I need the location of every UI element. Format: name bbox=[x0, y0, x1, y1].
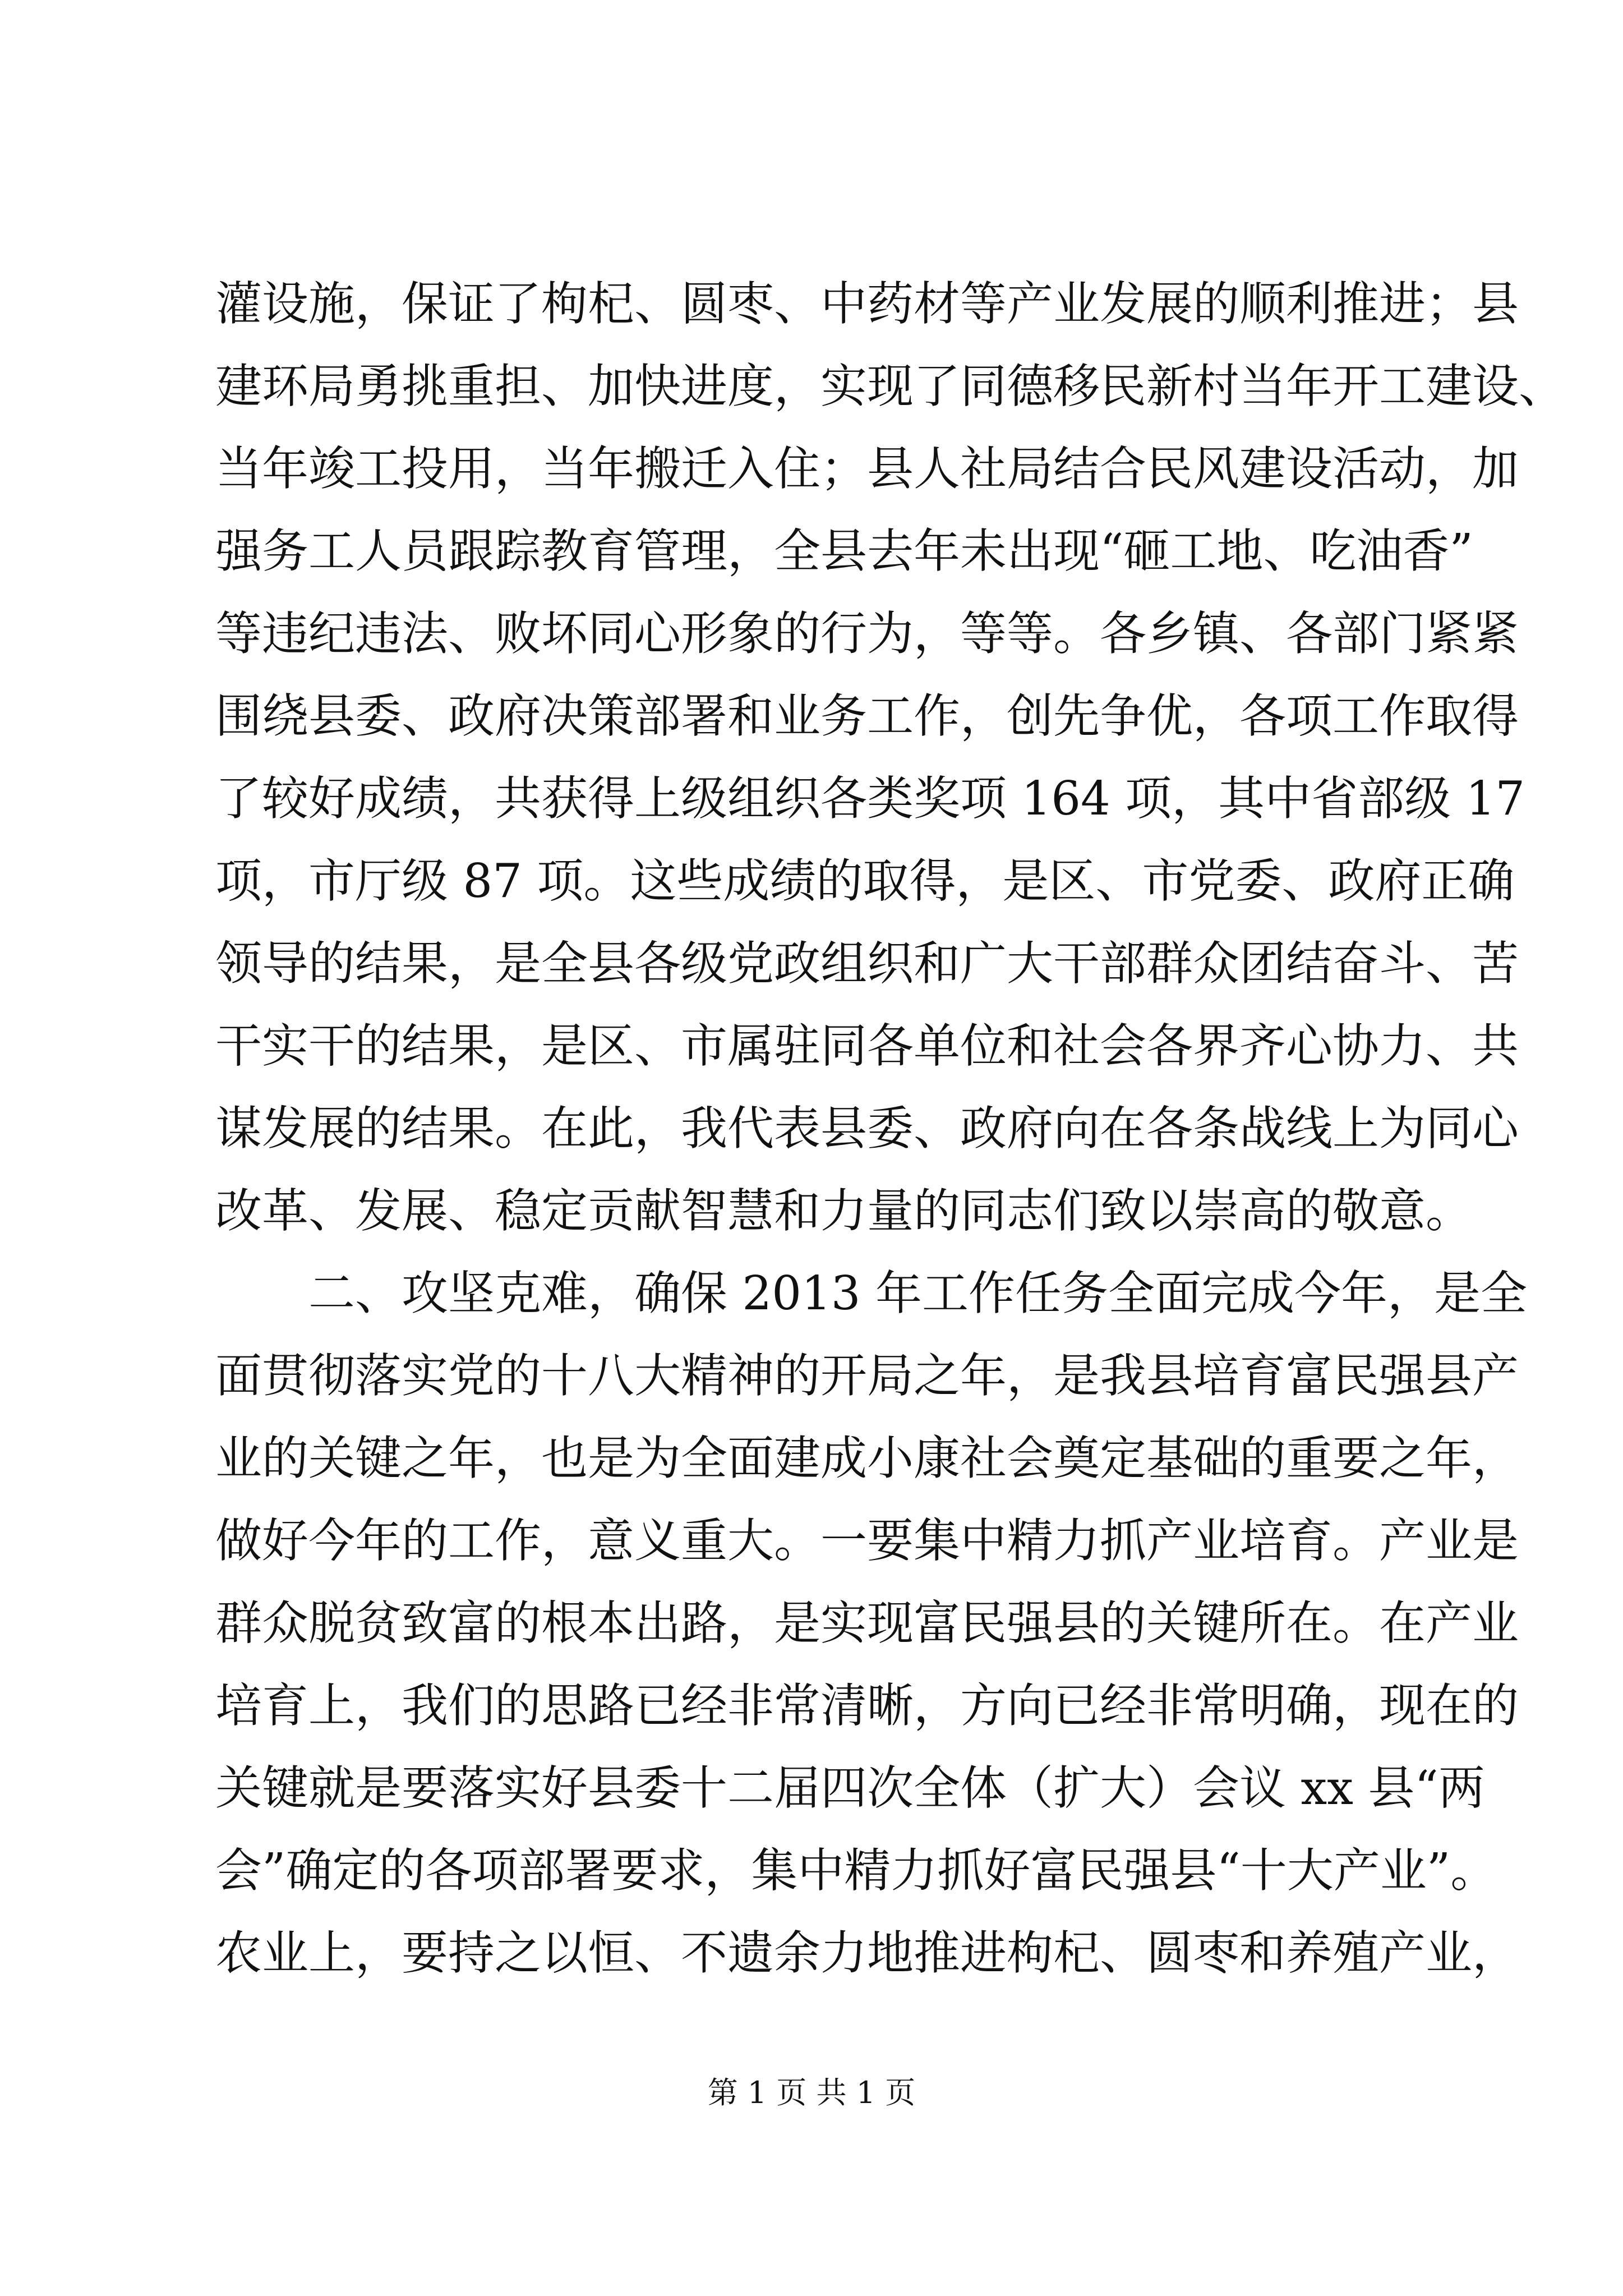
text-line: 强务工人员跟踪教育管理，全县去年未出现“砸工地、吃油香” bbox=[215, 524, 1473, 578]
text-line: 项，市厅级 87 项。这些成绩的取得，是区、市党委、政府正确 bbox=[215, 854, 1515, 908]
text-line: 建环局勇挑重担、加快进度，实现了同德移民新村当年开工建设、 bbox=[215, 359, 1565, 413]
page-number: 第 1 页 共 1 页 bbox=[707, 2075, 916, 2110]
text-line: 群众脱贫致富的根本出路，是实现富民强县的关键所在。在产业 bbox=[215, 1596, 1519, 1650]
text-line: 关键就是要落实好县委十二届四次全体（扩大）会议 xx 县“两 bbox=[215, 1761, 1485, 1815]
text-line: 农业上，要持之以恒、不遗余力地推进枸杞、圆枣和养殖产业， bbox=[215, 1926, 1519, 1980]
text-line: 会”确定的各项部署要求，集中精力抓好富民强县“十大产业”。 bbox=[215, 1843, 1497, 1898]
text-line: 当年竣工投用，当年搬迁入住；县人社局结合民风建设活动，加 bbox=[215, 441, 1519, 496]
text-line: 等违纪违法、败坏同心形象的行为，等等。各乡镇、各部门紧紧 bbox=[215, 606, 1519, 661]
text-line: 干实干的结果，是区、市属驻同各单位和社会各界齐心协力、共 bbox=[215, 1019, 1519, 1073]
body-text bbox=[215, 263, 1565, 1994]
text-line: 改革、发展、稳定贡献智慧和力量的同志们致以崇高的敬意。 bbox=[215, 1184, 1472, 1238]
text-line: 做好今年的工作，意义重大。一要集中精力抓产业培育。产业是 bbox=[215, 1513, 1519, 1568]
text-line: 围绕县委、政府决策部署和业务工作，创先争优，各项工作取得 bbox=[215, 689, 1519, 743]
text-line: 业的关键之年，也是为全面建成小康社会奠定基础的重要之年， bbox=[215, 1431, 1519, 1485]
text-line: 培育上，我们的思路已经非常清晰，方向已经非常明确，现在的 bbox=[215, 1678, 1519, 1733]
text-line: 谋发展的结果。在此，我代表县委、政府向在各条战线上为同心 bbox=[215, 1101, 1519, 1156]
text-line: 二、攻坚克难，确保 2013 年工作任务全面完成今年，是全 bbox=[308, 1266, 1527, 1320]
text-line: 领导的结果，是全县各级党政组织和广大干部群众团结奋斗、苦 bbox=[215, 936, 1519, 991]
text-line: 灌设施，保证了枸杞、圆枣、中药材等产业发展的顺利推进；县 bbox=[215, 277, 1519, 331]
text-line: 面贯彻落实党的十八大精神的开局之年，是我县培育富民强县产 bbox=[215, 1349, 1519, 1403]
text-line: 了较好成绩，共获得上级组织各类奖项 164 项，其中省部级 17 bbox=[215, 771, 1525, 826]
page-footer bbox=[0, 2069, 1623, 2112]
